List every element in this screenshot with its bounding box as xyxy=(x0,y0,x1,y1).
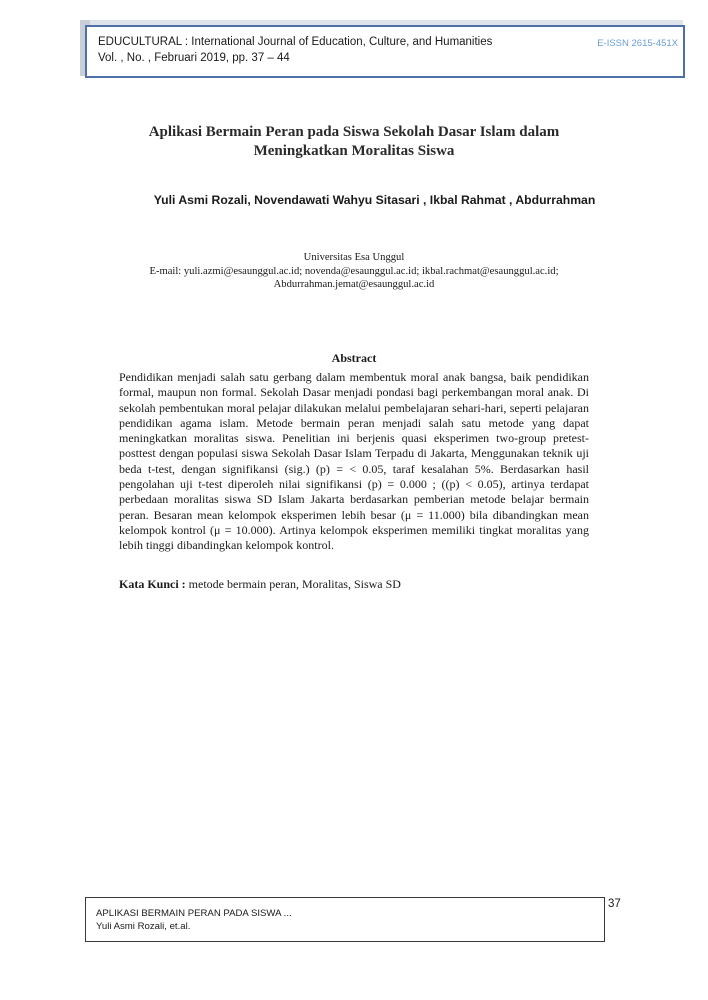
article-title-line-1: Aplikasi Bermain Peran pada Siswa Sekolah Dasar Islam dalam xyxy=(148,124,560,140)
running-title: APLIKASI BERMAIN PERAN PADA SISWA ... xyxy=(96,908,292,919)
article-authors: Yuli Asmi Rozali, Novendawati Wahyu Sitasari , Ikbal Rahmat , Abdurrahman xyxy=(153,193,596,207)
journal-issn: E-ISSN 2615-451X xyxy=(597,38,678,49)
email-line-2: Abdurrahman.jemat@esaunggul.ac.id xyxy=(273,279,435,290)
affiliation-block xyxy=(100,251,608,292)
keywords-label: Kata Kunci : xyxy=(119,577,186,591)
running-authors: Yuli Asmi Rozali, et.al. xyxy=(96,921,191,932)
keywords-text: metode bermain peran, Moralitas, Siswa SD xyxy=(185,577,401,591)
footer-box xyxy=(85,897,605,942)
keywords xyxy=(119,577,589,592)
abstract-body: Pendidikan menjadi salah satu gerbang dalam membentuk moral anak bangsa, baik pendidikan formal, maupun non formal. Sekolah Dasar menjadi pondasi bagi perkembangan moral anak. Di sekolah pembentukan moral pelajar dilakukan melalui pembelajaran sehari-hari, seperti pelajaran pendidikan agama islam. Metode bermain peran menjadi salah satu metode yang dapat meningkatkan moralitas siswa. Penelitian ini berjenis quasi eksperimen two-group pretest-posttest dengan populasi siswa Sekolah Dasar Islam Terpadu di Jakarta, Menggunakan teknik uji beda t-test, dengan signifikansi (sig.) (p) = < 0.05, taraf kesalahan 5%. Berdasarkan hasil pengolahan uji t-test diperoleh nilai signifikansi (p) = 0.000 ; ((p) < 0.05), artinya terdapat perbedaan moralitas siswa SD Islam Jakarta berdasarkan pemberian metode belajar bermain peran. Besaran mean kelompok eksperimen lebih besar (μ = 11.000) bila dibandingkan mean kelompok kontrol (μ = 10.000). Artinya kelompok eksperimen memiliki tingkat moralitas yang lebih tinggi dibandingkan kelompok kontrol. xyxy=(119,370,589,553)
affiliation: Universitas Esa Unggul xyxy=(303,252,405,263)
article-title xyxy=(100,123,608,161)
page-number: 37 xyxy=(608,898,621,910)
journal-name: EDUCULTURAL : International Journal of Education, Culture, and Humanities xyxy=(98,36,493,48)
abstract-heading: Abstract xyxy=(331,351,377,365)
email-line-1: E-mail: yuli.azmi@esaunggul.ac.id; novenda@esaunggul.ac.id; ikbal.rachmat@esaunggul.ac.id; xyxy=(149,265,559,277)
article-title-line-2: Meningkatkan Moralitas Siswa xyxy=(253,143,455,159)
journal-volume: Vol. , No. , Februari 2019, pp. 37 – 44 xyxy=(98,52,290,64)
